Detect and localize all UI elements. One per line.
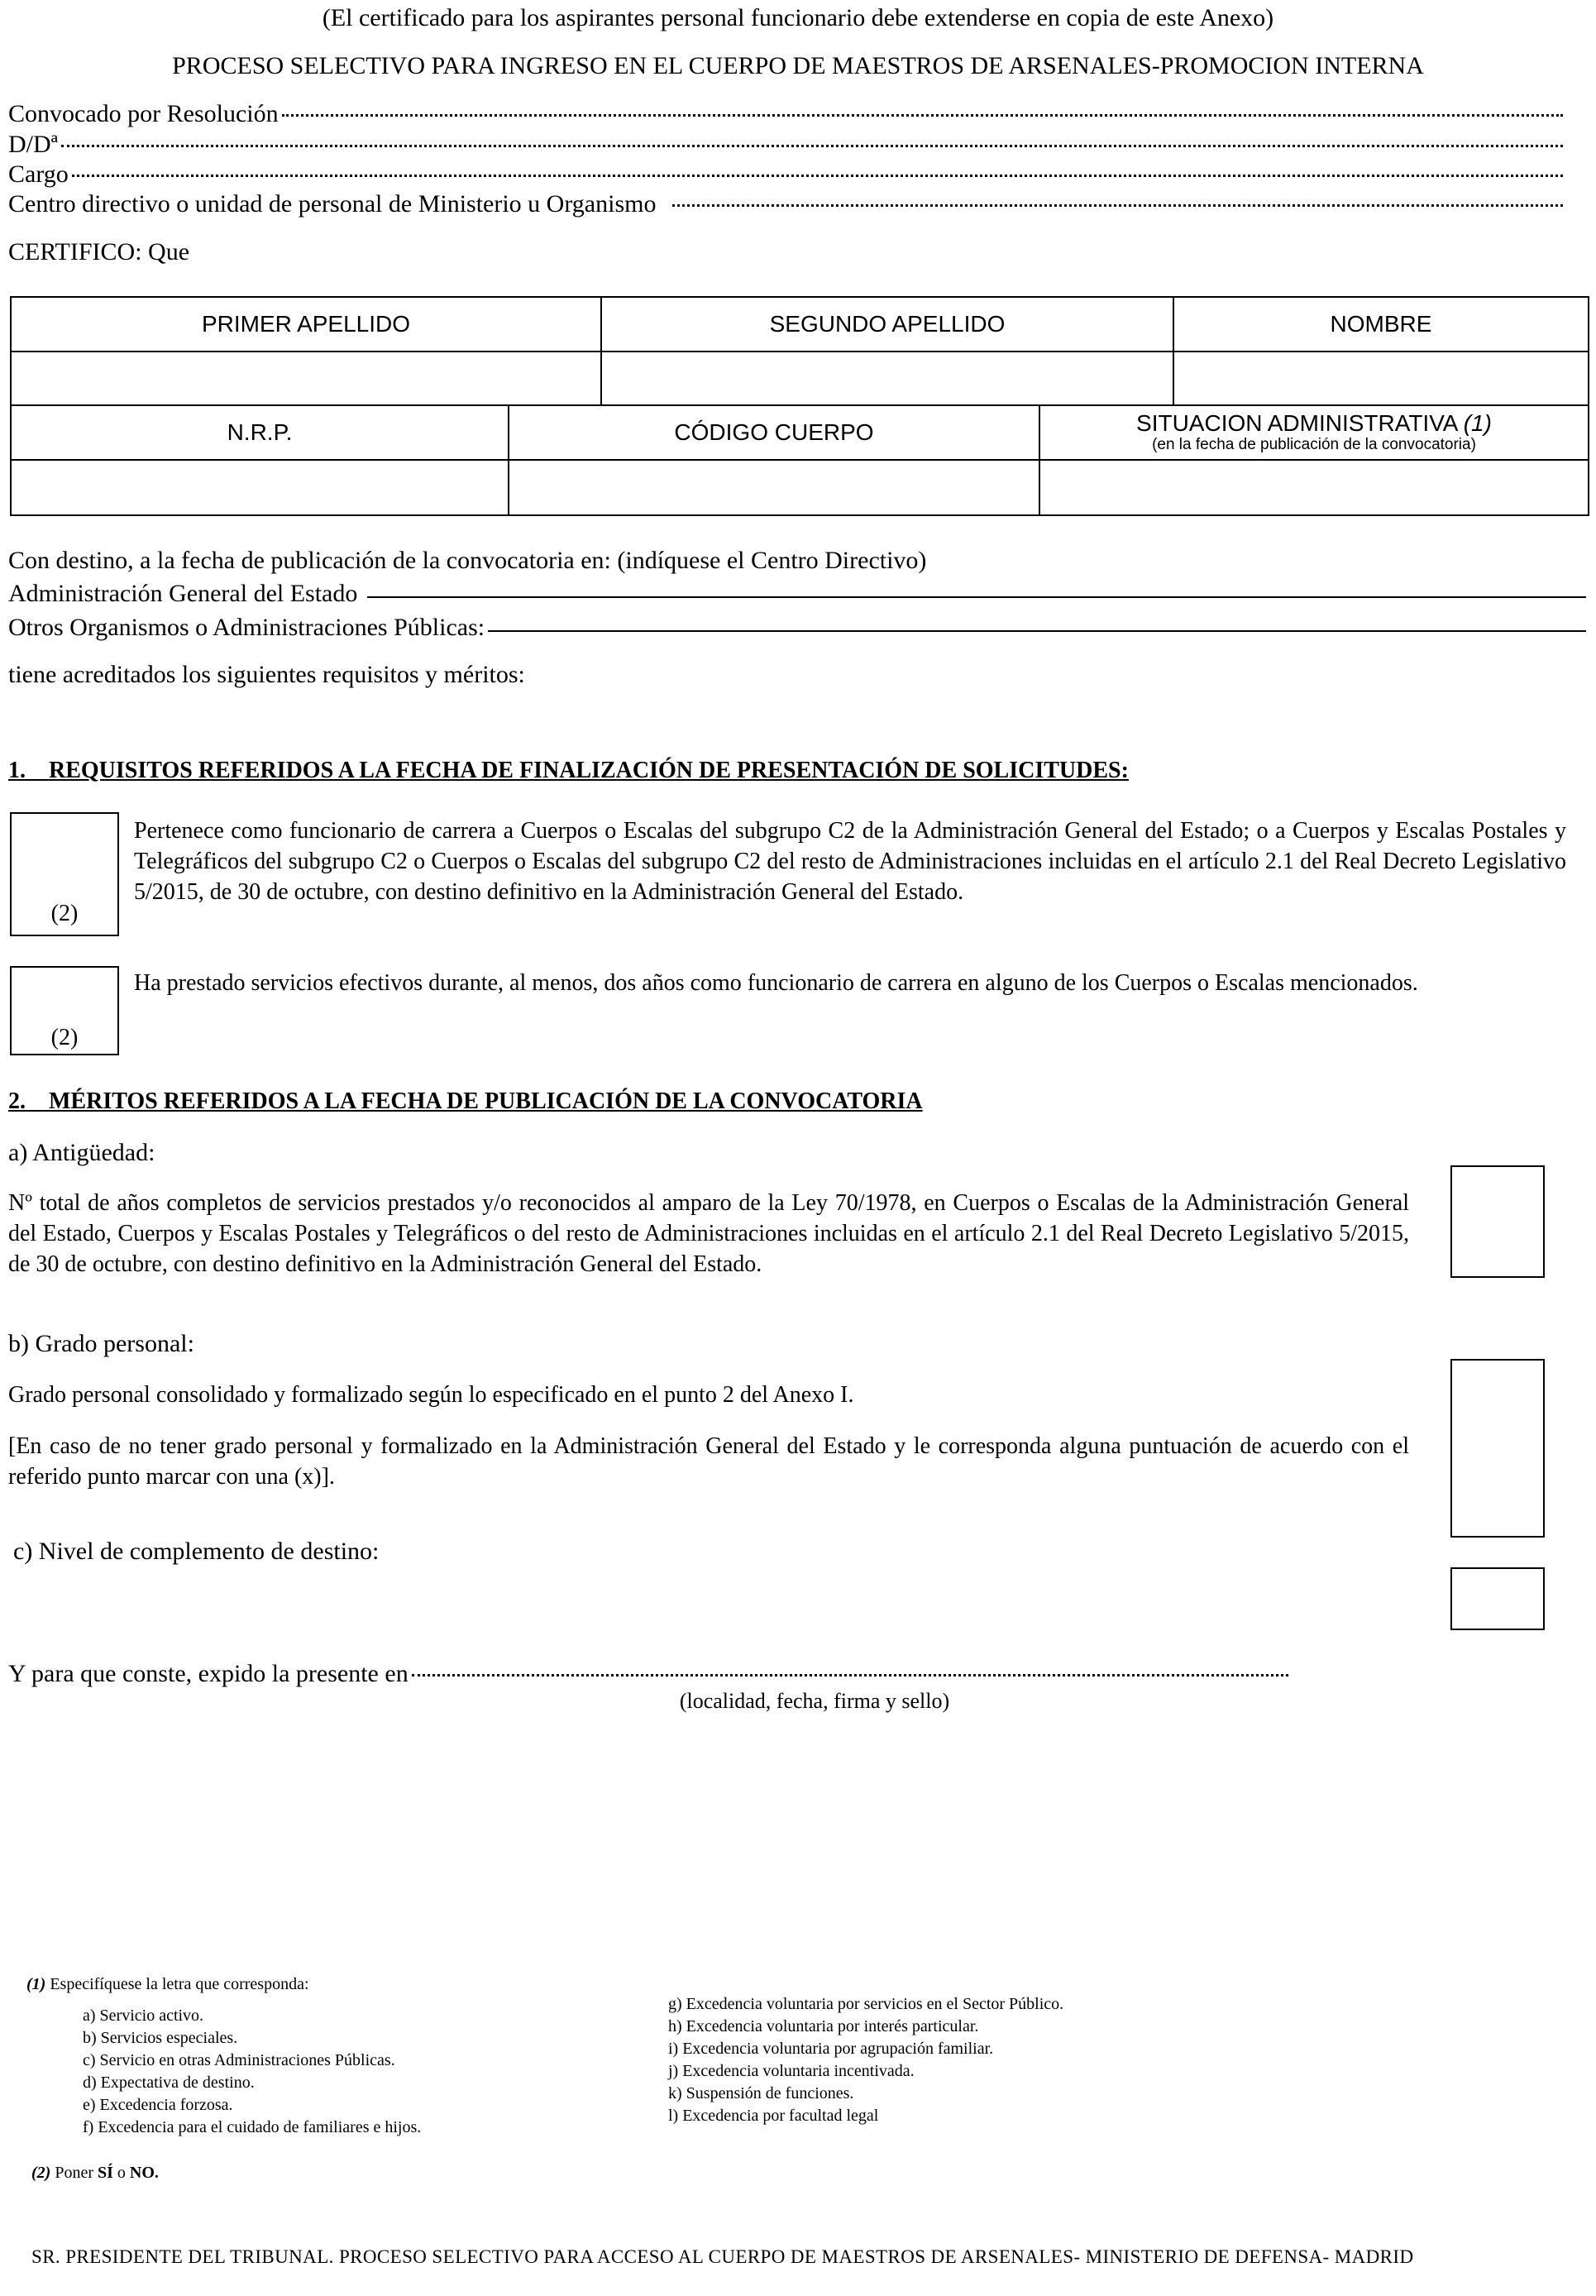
item1-mark: (2) xyxy=(50,901,79,926)
footnote1-right-list xyxy=(668,1993,1063,2127)
situacion-ref: (1) xyxy=(1463,410,1492,436)
nivel-label: c) Nivel de complemento de destino: xyxy=(13,1538,380,1565)
section1-item1-text: Pertenece como funcionario de carrera a Cuerpos o Escalas del subgrupo C2 de la Administración General del Estado; o a Cuerpos y Escalas Postales y Telegráficos del subgrupo C2 o Cuerpos o Escalas del subgrupo C2 del resto de Administraciones incluidas en el artículo 2.1 del Real Decreto Legislativo 5/2015, de 30 de octubre, con destino definitivo en la Administración General del Estado. xyxy=(134,818,1566,905)
situacion-input[interactable] xyxy=(1039,459,1589,516)
section1-item2-checkbox[interactable] xyxy=(10,966,119,1055)
footnote2 xyxy=(31,2162,159,2184)
convocado-field[interactable] xyxy=(8,99,1563,129)
section1-item1-checkbox[interactable] xyxy=(10,812,119,936)
situacion-option: l) Excedencia por facultad legal xyxy=(668,2107,879,2125)
certifico-label: CERTIFICO: Que xyxy=(8,238,190,265)
page-title: PROCESO SELECTIVO PARA INGRESO EN EL CUERPO DE MAESTROS DE ARSENALES-PROMOCION INTERNA xyxy=(172,52,1424,79)
footnote2-o: o xyxy=(117,2164,126,2182)
footnote1-text: Especifíquese la letra que corresponda: xyxy=(50,1975,309,1993)
segundo-apellido-header: SEGUNDO APELLIDO xyxy=(600,296,1174,352)
footnote2-text: Poner xyxy=(55,2164,93,2182)
section2-heading: 2. MÉRITOS REFERIDOS A LA FECHA DE PUBLICACIÓN DE LA CONVOCATORIA xyxy=(8,1088,923,1114)
dda-field[interactable] xyxy=(8,130,1563,160)
nombre-input[interactable] xyxy=(1173,351,1589,406)
antiguedad-text: Nº total de años completos de servicios prestados y/o reconocidos al amparo de la Ley 70/1978, en Cuerpos o Escalas de la Administración General del Estado, Cuerpos y Escalas Postales y Telegráficos o del resto de Administraciones incluidas en el artículo 2.1 del Real Decreto Legislativo 5/2015, de 30 de octubre, con destino definitivo en la Administración General del Estado. xyxy=(8,1190,1409,1277)
situacion-option: e) Excedencia forzosa. xyxy=(83,2096,233,2114)
situacion-option: h) Excedencia voluntaria por interés particular. xyxy=(668,2017,979,2035)
situacion-sub: (en la fecha de publicación de la convocatoria) xyxy=(1152,436,1476,453)
nivel-box[interactable] xyxy=(1450,1567,1545,1630)
age-label: Administración General del Estado xyxy=(8,580,358,607)
grado-text1: Grado personal consolidado y formalizado según lo especificado en el punto 2 del Anexo I. xyxy=(8,1382,854,1408)
footnote2-no: NO. xyxy=(129,2164,159,2182)
expido-sub: (localidad, fecha, firma y sello) xyxy=(679,1689,950,1713)
nrp-header: N.R.P. xyxy=(10,404,509,461)
destino-intro: Con destino, a la fecha de publicación de la convocatoria en: (indíquese el Centro Directivo) xyxy=(8,547,927,574)
expido-field[interactable] xyxy=(8,1659,1288,1689)
situacion-option: a) Servicio activo. xyxy=(83,2007,204,2025)
centro-label: Centro directivo o unidad de personal de Ministerio u Organismo xyxy=(8,190,657,218)
antiguedad-label: a) Antigüedad: xyxy=(8,1139,155,1166)
situacion-option: i) Excedencia voluntaria por agrupación familiar. xyxy=(668,2040,994,2058)
situacion-option: c) Servicio en otras Administraciones Públicas. xyxy=(83,2051,395,2069)
footnote2-si: SÍ xyxy=(98,2164,113,2182)
grado-text2: [En caso de no tener grado personal y formalizado en la Administración General del Estado y le corresponda alguna puntuación de acuerdo con el referido punto marcar con una (x)]. xyxy=(8,1433,1409,1490)
otros-label: Otros Organismos o Administraciones Públicas: xyxy=(8,614,485,641)
situacion-label: SITUACION ADMINISTRATIVA xyxy=(1136,410,1457,436)
antiguedad-box[interactable] xyxy=(1450,1165,1545,1278)
nrp-input[interactable] xyxy=(10,459,509,516)
cargo-field[interactable] xyxy=(8,160,1563,189)
codigo-cuerpo-input[interactable] xyxy=(508,459,1040,516)
age-field[interactable] xyxy=(8,579,1586,609)
grado-label: b) Grado personal: xyxy=(8,1330,194,1357)
requisitos-intro: tiene acreditados los siguientes requisitos y méritos: xyxy=(8,661,525,688)
footnote2-ref: (2) xyxy=(31,2164,51,2182)
otros-field[interactable] xyxy=(8,613,1586,643)
section1-heading: 1. REQUISITOS REFERIDOS A LA FECHA DE FINALIZACIÓN DE PRESENTACIÓN DE SOLICITUDES: xyxy=(8,758,1129,783)
footnote1-left-list xyxy=(83,2005,421,2139)
item2-mark: (2) xyxy=(50,1025,79,1050)
centro-field[interactable] xyxy=(8,189,1563,219)
primer-apellido-header: PRIMER APELLIDO xyxy=(10,296,602,352)
situacion-option: k) Suspensión de funciones. xyxy=(668,2084,854,2102)
footer-text: SR. PRESIDENTE DEL TRIBUNAL. PROCESO SELECTIVO PARA ACCESO AL CUERPO DE MAESTROS DE ARSENALES- MINISTERIO DE DEFENSA- MADRID xyxy=(31,2246,1414,2267)
situacion-header xyxy=(1039,404,1589,461)
expido-label: Y para que conste, expido la presente en xyxy=(8,1660,409,1687)
codigo-cuerpo-header: CÓDIGO CUERPO xyxy=(508,404,1040,461)
segundo-apellido-input[interactable] xyxy=(600,351,1174,406)
nombre-header: NOMBRE xyxy=(1173,296,1589,352)
convocado-label: Convocado por Resolución xyxy=(8,100,279,127)
footnote1-ref: (1) xyxy=(26,1975,46,1993)
section1-item2-text: Ha prestado servicios efectivos durante, al menos, dos años como funcionario de carrera en alguno de los Cuerpos o Escalas mencionados. xyxy=(134,970,1418,996)
situacion-option: f) Excedencia para el cuidado de familiares e hijos. xyxy=(83,2118,422,2136)
situacion-option: g) Excedencia voluntaria por servicios en el Sector Público. xyxy=(668,1995,1064,2013)
primer-apellido-input[interactable] xyxy=(10,351,602,406)
cargo-label: Cargo xyxy=(8,160,69,188)
footnote1 xyxy=(26,1973,309,1996)
header-note: (El certificado para los aspirantes personal funcionario debe extenderse en copia de este Anexo) xyxy=(322,4,1274,31)
situacion-option: j) Excedencia voluntaria incentivada. xyxy=(668,2062,915,2080)
situacion-option: b) Servicios especiales. xyxy=(83,2029,238,2047)
grado-box[interactable] xyxy=(1450,1359,1545,1538)
dda-label: D/Dª xyxy=(8,131,58,158)
situacion-option: d) Expectativa de destino. xyxy=(83,2074,255,2092)
